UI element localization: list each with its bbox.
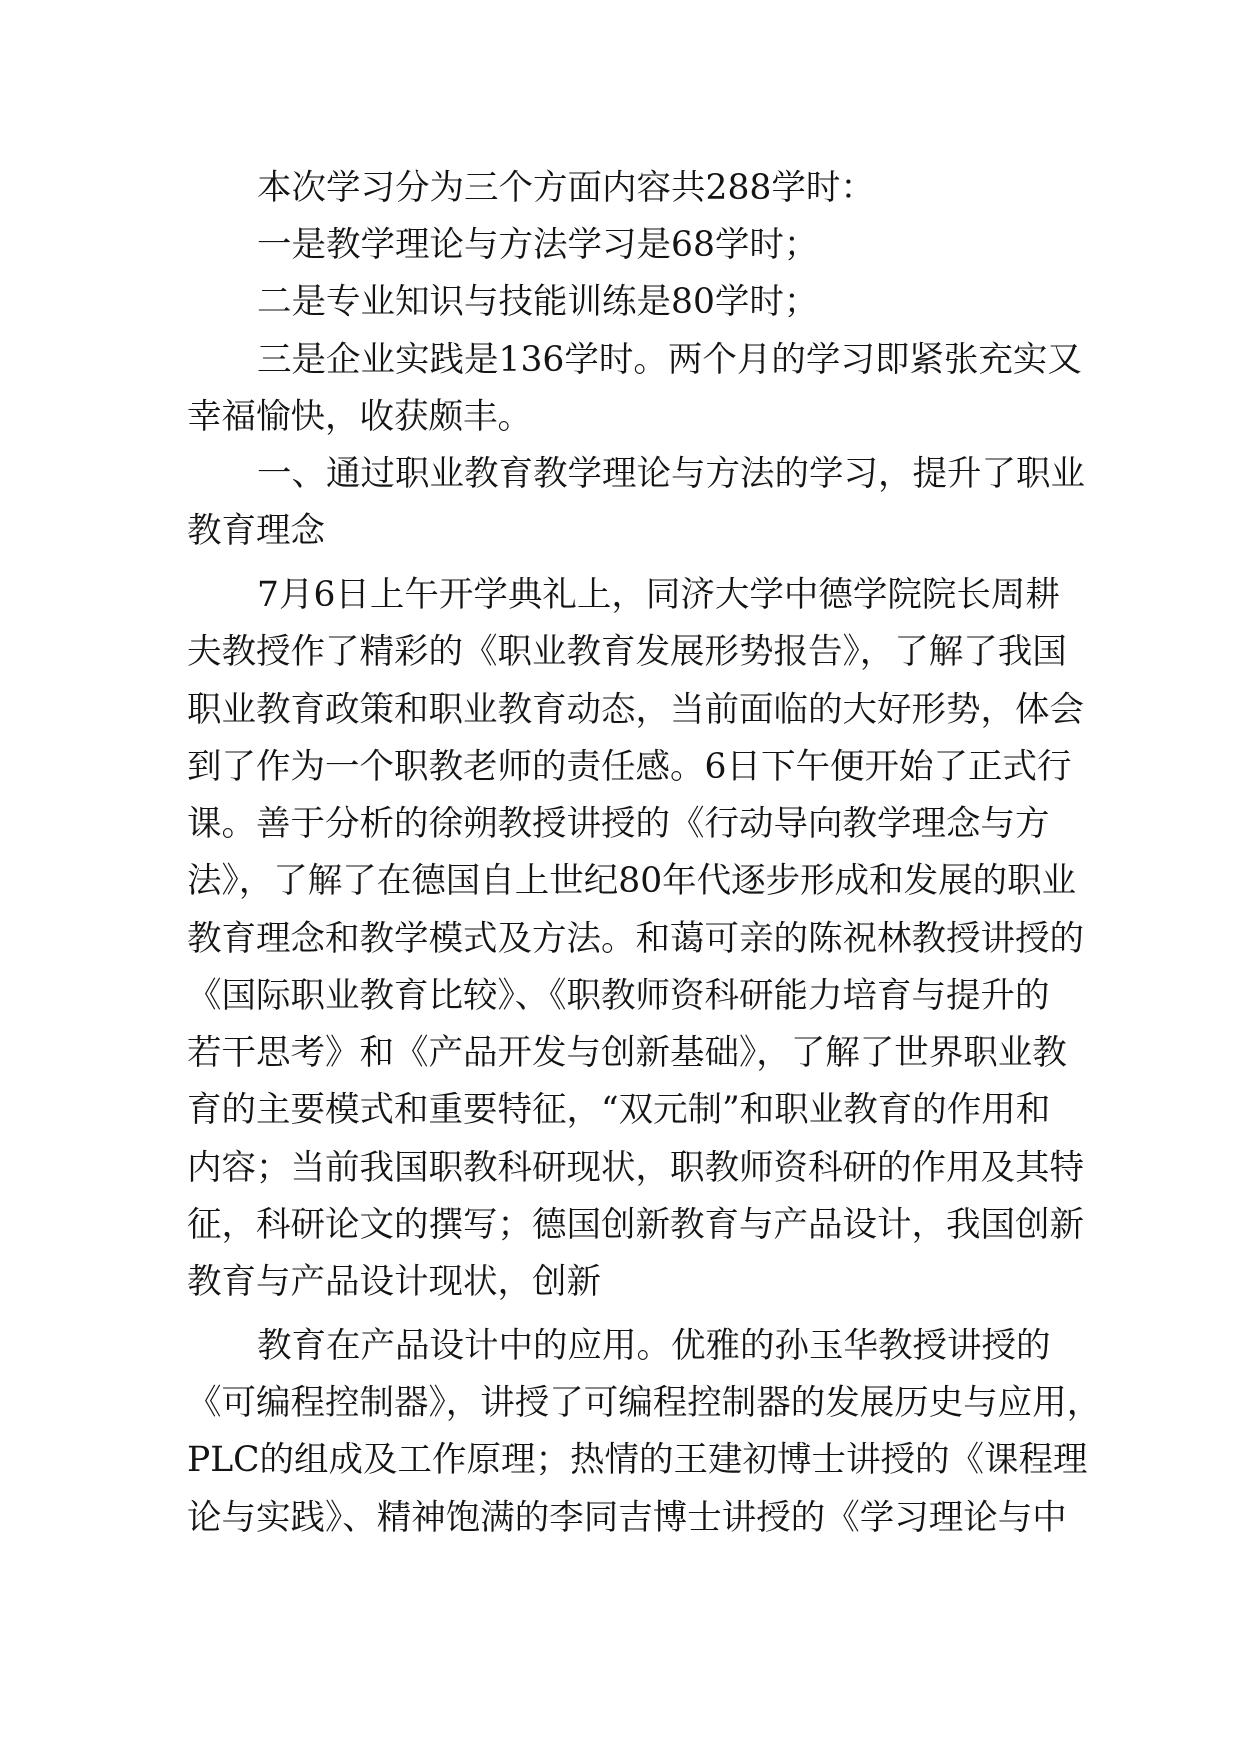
- text-line: 一是教学理论与方法学习是68学时；: [257, 225, 819, 265]
- text-line: 到了作为一个职教老师的责任感。6日下午便开始了正式行: [187, 747, 1072, 787]
- text-line: 本次学习分为三个方面内容共288学时：: [257, 168, 875, 208]
- text-line: 法》，了解了在德国自上世纪80年代逐步形成和发展的职业: [187, 861, 1077, 901]
- text-line: 内容；当前我国职教科研现状，职教师资科研的作用及其特: [187, 1148, 1084, 1188]
- text-line: 7月6日上午开学典礼上，同济大学中德学院院长周耕: [257, 575, 1060, 615]
- text-line: 教育在产品设计中的应用。优雅的孙玉华教授讲授的: [257, 1326, 1051, 1366]
- text-line: 教育理念和教学模式及方法。和蔼可亲的陈祝林教授讲授的: [187, 919, 1084, 959]
- text-line: 教育与产品设计现状，创新: [187, 1262, 601, 1302]
- text-line: 《国际职业教育比较》、《职教师资科研能力培育与提升的: [187, 976, 1050, 1016]
- text-line: PLC的组成及工作原理；热情的王建初博士讲授的《课程理: [187, 1440, 1088, 1480]
- text-line: 三是企业实践是136学时。两个月的学习即紧张充实又: [257, 340, 1082, 380]
- text-line: 幸福愉快，收获颇丰。: [187, 397, 532, 437]
- text-line: 教育理念: [187, 511, 325, 551]
- text-line: 征，科研论文的撰写；德国创新教育与产品设计，我国创新: [187, 1205, 1084, 1245]
- text-line: 《可编程控制器》，讲授了可编程控制器的发展历史与应用，: [187, 1383, 1102, 1423]
- text-line: 一、通过职业教育教学理论与方法的学习，提升了职业: [257, 454, 1085, 494]
- text-line: 若干思考》和《产品开发与创新基础》，了解了世界职业教: [187, 1033, 1067, 1073]
- text-line: 二是专业知识与技能训练是80学时；: [257, 282, 819, 322]
- text-line: 职业教育政策和职业教育动态，当前面临的大好形势，体会: [187, 690, 1084, 730]
- text-line: 夫教授作了精彩的《职业教育发展形势报告》，了解了我国: [187, 632, 1067, 672]
- text-line: 育的主要模式和重要特征，“双元制”和职业教育的作用和: [187, 1090, 1051, 1130]
- text-line: 论与实践》、精神饱满的李同吉博士讲授的《学习理论与中: [187, 1498, 1067, 1538]
- text-line: 课。善于分析的徐朔教授讲授的《行动导向教学理念与方: [187, 804, 1050, 844]
